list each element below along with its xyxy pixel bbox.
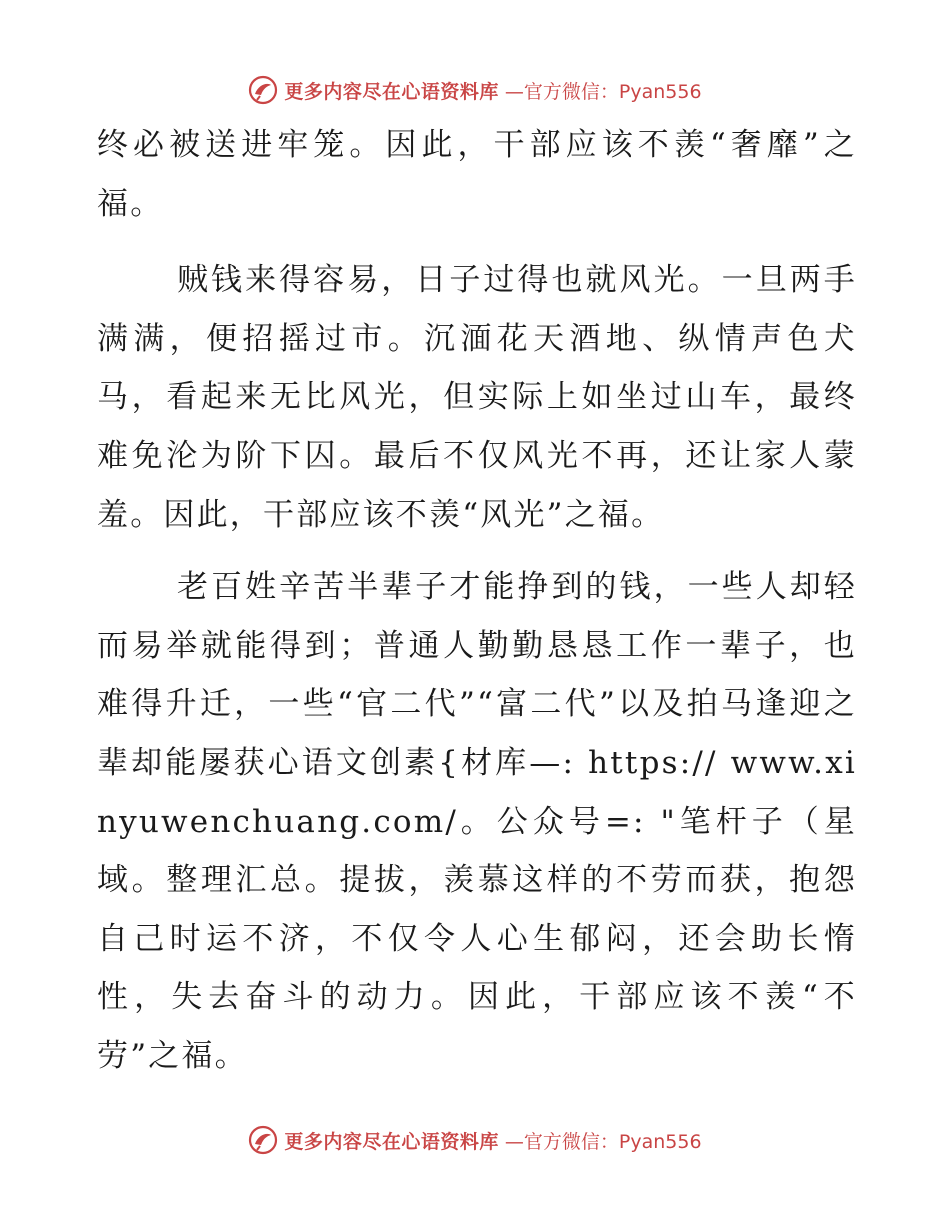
watermark-wechat-text: —官方微信：Pyan556 bbox=[504, 1130, 702, 1153]
watermark-wechat-text: —官方微信：Pyan556 bbox=[504, 80, 702, 103]
paragraph-continued: 终必被送进牢笼。因此，干部应该不羡“奢靡”之福。 bbox=[97, 127, 857, 222]
watermark-main-text: 更多内容尽在心语资料库 bbox=[284, 1130, 499, 1153]
xinyu-logo-icon bbox=[248, 75, 278, 105]
paragraph-fengguang: 贼钱来得容易，日子过得也就风光。一旦两手满满，便招摇过市。沉湎花天酒地、纵情声色犬马，看起来无比风光，但实际上如坐过山车，最终难免沦为阶下囚。最后不仅风光不再，还让家人蒙羞。因此，干部应该不羡“风光”之福。 bbox=[97, 262, 857, 533]
paragraph-bulao: 老百姓辛苦半辈子才能挣到的钱，一些人却轻而易举就能得到；普通人勤勤恳恳工作一辈子，也难得升迁，一些“官二代”“富二代”以及拍马逢迎之辈却能屡获心语文创素{材库—: https:// www.xinyuwenchuang.com/。公众号=: "笔杆子（星域。整理汇总。提拔，羡慕这样的不劳而获，抱怨自己时运不济，不仅令人心生郁闷，还会助长惰性，失去奋斗的动力。因此，干部应该不羡“不劳”之福。 bbox=[97, 569, 857, 1074]
document-body bbox=[97, 116, 857, 1086]
footer-watermark bbox=[0, 1120, 950, 1160]
header-watermark bbox=[0, 70, 950, 110]
watermark-main-text: 更多内容尽在心语资料库 bbox=[284, 80, 499, 103]
xinyu-logo-icon bbox=[248, 1125, 278, 1155]
